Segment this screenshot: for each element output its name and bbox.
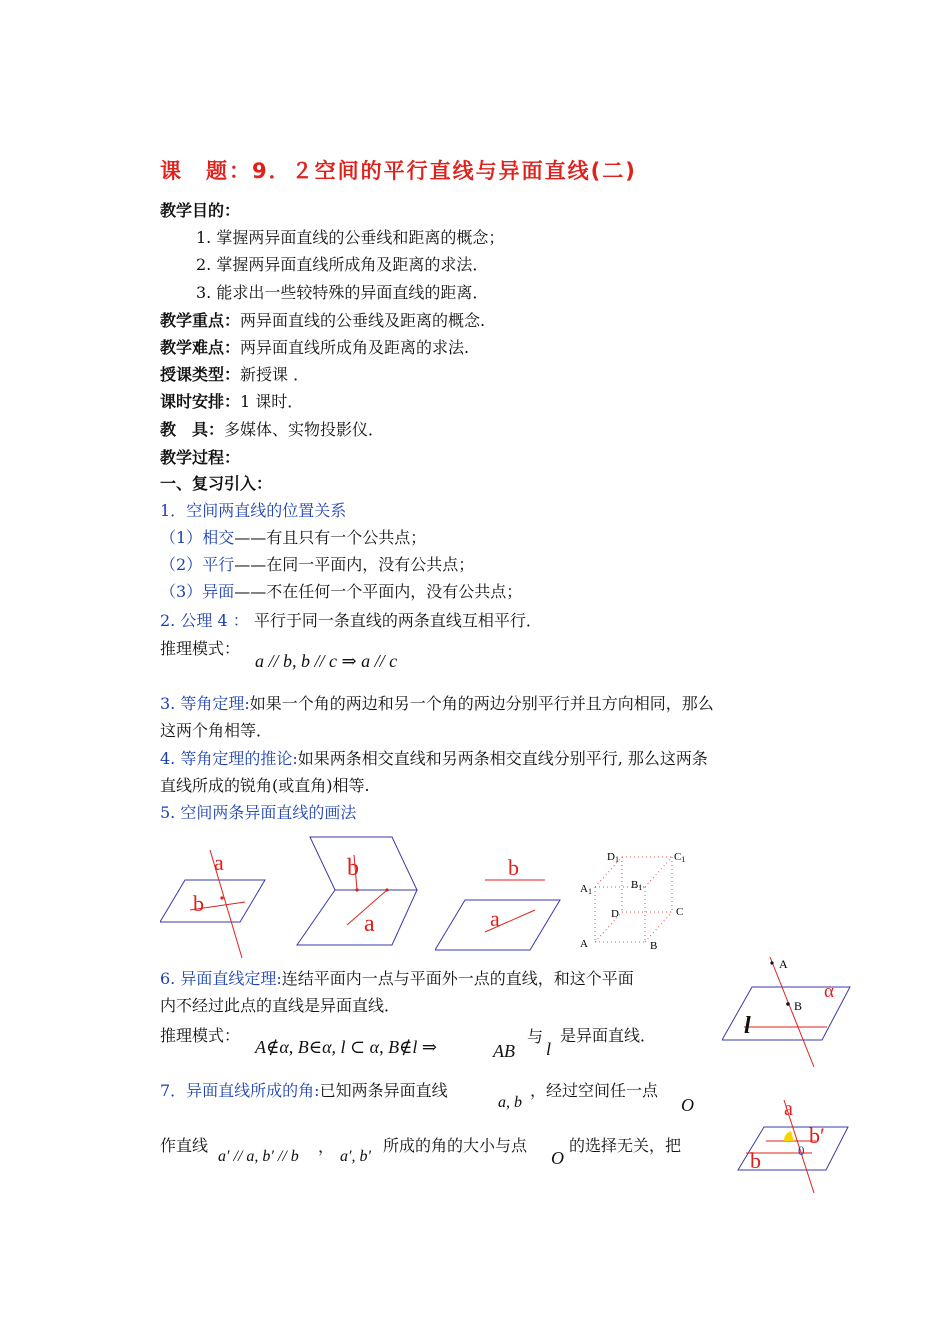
upper-plane: [310, 837, 417, 890]
label-B1: B1: [631, 879, 643, 892]
time-arrangement: 课时安排：1 课时．: [160, 392, 304, 411]
label-C: C: [676, 906, 684, 918]
review-item-1: 1．空间两直线的位置关系: [160, 501, 347, 520]
item7-formula: a′ // a, b′ // b: [218, 1148, 299, 1165]
label-alpha: α: [824, 981, 834, 1002]
review-heading: 一、复习引入：: [160, 474, 273, 493]
review-item-3-cont: 这两个角相等．: [160, 721, 273, 740]
review-item-3: 3. 等角定理:如果一个角的两边和另一个角的两边分别平行并且方向相同，那么: [160, 694, 714, 713]
objectives-heading: 教学目的：: [160, 201, 241, 220]
line-AB: [770, 957, 814, 1067]
label-D: D: [611, 908, 619, 920]
infer-formula-6: A∉α, B∈α, l ⊂ α, B∉l ⇒: [255, 1037, 437, 1057]
figure-skew-lines-1: [160, 840, 270, 960]
plane: [160, 880, 265, 922]
infer-label-2: 推理模式：: [160, 639, 241, 658]
item7-text4: 所成的角的大小与点: [383, 1136, 528, 1155]
label-b: b: [508, 855, 519, 880]
review-item-5: 5. 空间两条异面直线的画法: [160, 803, 357, 822]
intersection-point: [220, 896, 223, 899]
review-item-6-cont: 内不经过此点的直线是异面直线．: [160, 996, 401, 1015]
item7-text5: 的选择无关，把: [569, 1136, 682, 1155]
infer-label-6: 推理模式：: [160, 1026, 241, 1045]
item7-O2: O: [551, 1148, 564, 1168]
lesson-title: 课 题：9．２空间的平行直线与异面直线(二): [160, 159, 637, 183]
figure-skew-angle: [736, 1095, 851, 1195]
process-heading: 教学过程：: [160, 448, 241, 467]
figure-skew-lines-2: [292, 835, 422, 965]
label-B: B: [650, 940, 658, 952]
label-b-prime: b′: [809, 1123, 825, 1148]
label-b: b: [750, 1148, 761, 1173]
label-a: a: [784, 1098, 793, 1120]
lower-plane: [297, 890, 417, 945]
review-sub-3: （3）异面——不在任何一个平面内，没有公共点；: [160, 582, 523, 601]
difficulties: 教学难点：两异面直线所成角及距离的求法.: [160, 338, 470, 357]
figure-cube: [575, 845, 695, 960]
label-b: b: [347, 855, 359, 881]
figure-skew-lines-3: [435, 850, 565, 960]
item7-O: O: [681, 1095, 694, 1115]
review-item-4-cont: 直线所成的锐角(或直角)相等.: [160, 776, 370, 795]
objective-1: 1. 掌握两异面直线的公垂线和距离的概念；: [196, 228, 505, 247]
label-o: 0: [798, 1143, 805, 1158]
label-l: l: [744, 1013, 751, 1039]
label-a: a: [364, 911, 375, 937]
label-a: a: [214, 850, 224, 875]
point-1: [355, 888, 358, 891]
label-A: A: [779, 957, 788, 971]
key-points: 教学重点：两异面直线的公垂线及距离的概念.: [160, 311, 486, 330]
objective-2: 2. 掌握两异面直线所成角及距离的求法．: [196, 255, 489, 274]
item7-ab2: a′, b′: [340, 1148, 371, 1165]
item7-ab: a, b: [498, 1094, 522, 1111]
label-A1: A1: [580, 883, 592, 896]
review-sub-2: （2）平行——在同一平面内，没有公共点；: [160, 555, 475, 574]
label-D1: D1: [607, 851, 619, 864]
angle-mark: [784, 1131, 794, 1141]
infer-formula-2: a // b, b // c ⇒ a // c: [255, 651, 398, 671]
infer-l: l: [546, 1039, 552, 1059]
point-2: [385, 888, 388, 891]
label-b: b: [193, 891, 204, 916]
item7-sep: ，: [318, 1137, 335, 1156]
review-item-2: 2. 公理 4 ： 平行于同一条直线的两条直线互相平行．: [160, 611, 542, 630]
label-a: a: [490, 906, 500, 931]
infer-tail: 是异面直线．: [560, 1026, 657, 1045]
class-type: 授课类型：新授课 ．: [160, 365, 310, 384]
label-A: A: [580, 938, 588, 950]
review-item-7: 7．异面直线所成的角:已知两条异面直线: [160, 1081, 448, 1100]
item7-text3: 作直线: [160, 1136, 209, 1155]
review-sub-1: （1）相交——有且只有一个公共点；: [160, 528, 427, 547]
item7-text2: ，经过空间任一点: [530, 1081, 659, 1100]
objective-3: 3. 能求出一些较特殊的异面直线的距离．: [196, 283, 489, 302]
infer-ab: AB: [493, 1041, 515, 1061]
label-B: B: [794, 999, 803, 1013]
figure-skew-theorem: [722, 955, 857, 1070]
teaching-tools: 教 具：多媒体、实物投影仪．: [160, 420, 385, 439]
label-C1: C1: [674, 851, 686, 864]
review-item-6: 6. 异面直线定理:连结平面内一点与平面外一点的直线，和这个平面: [160, 969, 634, 988]
infer-with: 与: [527, 1027, 544, 1046]
review-item-4: 4. 等角定理的推论:如果两条相交直线和另两条相交直线分别平行, 那么这两条: [160, 749, 708, 768]
